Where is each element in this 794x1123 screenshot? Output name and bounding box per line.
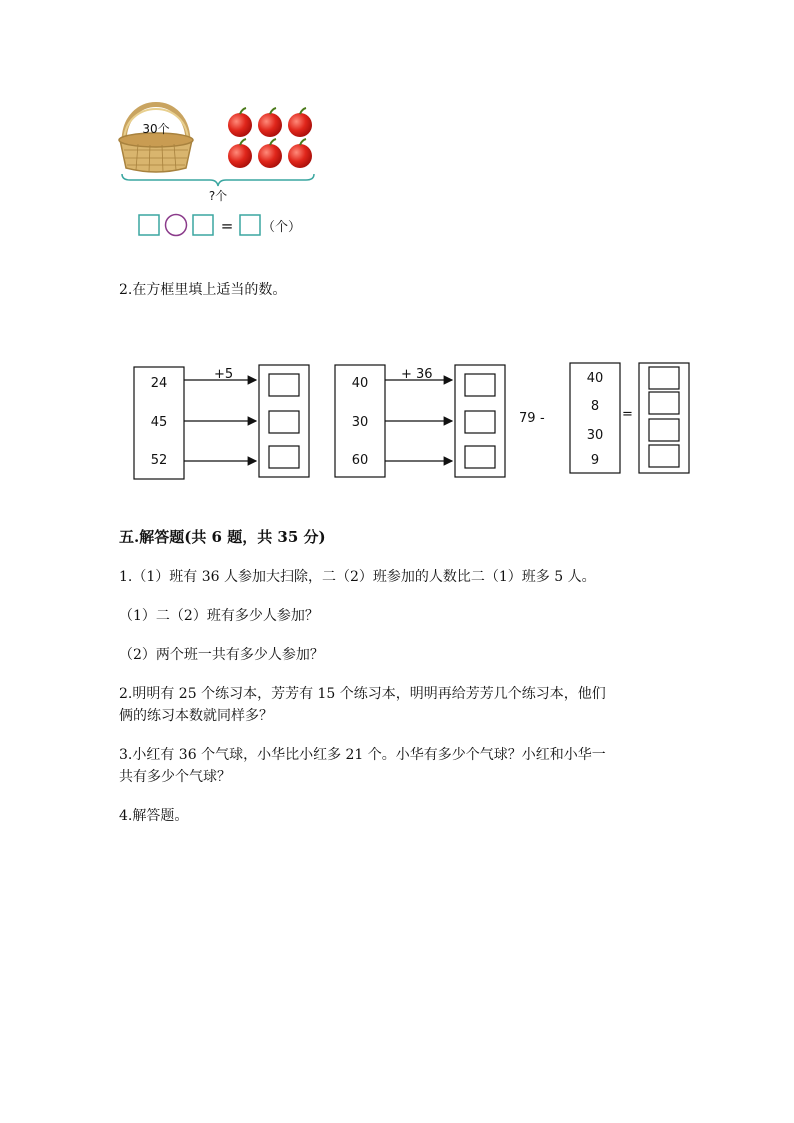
question-3-line1: 3.小红有 36 个气球，小华比小红多 21 个。小华有多少个气球？小红和小华一 [119,747,606,763]
question-3-line2: 共有多少个气球？ [119,769,231,785]
apple-icon [258,108,282,137]
question-1: 1.（1）班有 36 人参加大扫除，二（2）班参加的人数比二（1）班多 5 人。 [119,569,596,585]
basket-label: 30个 [142,122,170,136]
answer-box[interactable] [269,374,299,396]
arrow-machine-figure [130,360,695,480]
answer-box[interactable] [139,215,159,235]
equals-sign: = [220,217,234,235]
output-box-3 [639,363,689,473]
minuend-value: 79 [519,411,536,426]
apple-icon [258,139,282,168]
output-box-1 [259,365,309,477]
answer-box[interactable] [649,445,679,467]
input-value: 24 [150,376,168,391]
input-value: 60 [351,453,369,468]
unit-label: （个） [262,220,302,235]
apples-group [228,108,312,168]
question-1a: （1）二（2）班有多少人参加？ [119,608,319,624]
answer-box[interactable] [269,411,299,433]
answer-box[interactable] [465,374,495,396]
total-label: ?个 [208,189,228,203]
answer-box[interactable] [240,215,260,235]
answer-box[interactable] [649,419,679,441]
subtrahend-value: 8 [590,399,600,414]
section-heading: 五.解答题(共 6 题，共 35 分) [119,528,326,546]
answer-box[interactable] [269,446,299,468]
operation-label: + 36 [401,367,433,382]
answer-box[interactable] [193,215,213,235]
basket-icon [119,105,193,173]
answer-box[interactable] [465,446,495,468]
apple-icon [288,139,312,168]
question-1b: （2）两个班一共有多少人参加？ [119,647,324,663]
operation-label: +5 [214,367,234,382]
question-2-line1: 2.明明有 25 个练习本，芳芳有 15 个练习本，明明再给芳芳几个练习本，他们 [119,686,606,702]
answer-box[interactable] [649,392,679,414]
input-value: 45 [150,415,168,430]
question-4: 4.解答题。 [119,808,189,824]
apple-icon [228,139,252,168]
equals-sign: = [622,407,633,422]
subtrahend-value: 30 [586,428,604,443]
apple-icon [288,108,312,137]
input-value: 30 [351,415,369,430]
input-value: 52 [150,453,168,468]
apple-icon [228,108,252,137]
q2-text: 2.在方框里填上适当的数。 [119,282,287,298]
total-brace [122,174,314,186]
answer-box[interactable] [649,367,679,389]
output-box-2 [455,365,505,477]
basket-apples-figure [110,92,330,242]
input-value: 40 [351,376,369,391]
minus-sign: - [540,411,545,426]
subtrahend-value: 40 [586,371,604,386]
subtrahend-value: 9 [590,453,600,468]
answer-box[interactable] [465,411,495,433]
question-2-line2: 俩的练习本数就同样多？ [119,708,273,724]
operator-circle[interactable] [166,215,187,236]
